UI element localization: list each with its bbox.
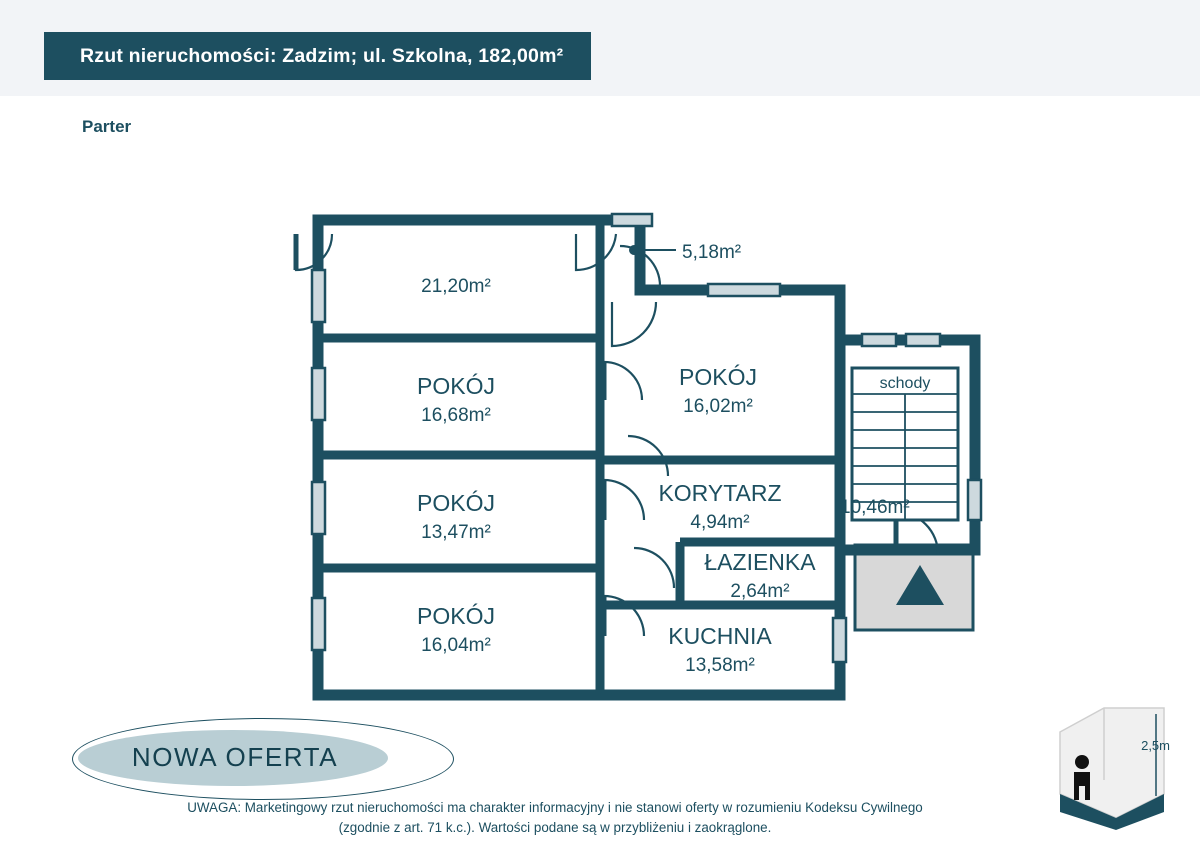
room-area-0: 21,20m² [421,276,491,297]
room-area-9: 5,18m² [682,242,742,263]
page-title: Rzut nieruchomości: Zadzim; ul. Szkolna, 182,00m² [44,32,591,80]
room-area-8: 10,46m² [840,497,910,518]
disclaimer [60,798,1050,838]
room-area-1: 16,68m² [421,405,491,426]
room-area-5: 4,94m² [690,512,750,533]
room-area-4: 16,02m² [683,396,753,417]
disclaimer-line-1: UWAGA: Marketingowy rzut nieruchomości ma charakter informacyjny i nie stanowi oferty w rozumieniu Kodeksu Cywilnego [187,800,923,815]
room-name-1: POKÓJ [417,373,495,399]
stairs-label: schody [879,375,931,392]
logo [72,712,452,804]
ceiling-height-value: 2,5m [1141,738,1170,753]
floor-label: Parter [82,117,132,136]
room-area-2: 13,47m² [421,522,491,543]
room-name-2: POKÓJ [417,490,495,516]
room-name-4: POKÓJ [679,364,757,390]
room-name-5: KORYTARZ [658,480,782,506]
area-leader-line [629,245,676,255]
room-area-7: 13,58m² [685,655,755,676]
room-name-6: ŁAZIENKA [704,549,816,575]
room-area-3: 16,04m² [421,635,491,656]
room-name-7: KUCHNIA [668,623,772,649]
room-area-6: 2,64m² [730,581,790,602]
floor-plan-drawing [0,150,1200,730]
logo-text: NOWA OFERTA [131,742,339,772]
room-name-3: POKÓJ [417,603,495,629]
disclaimer-line-2: (zgodnie z art. 71 k.c.). Wartości podane są w przybliżeniu i zaokrąglone. [338,820,772,836]
ceiling-height-badge [1052,700,1172,830]
